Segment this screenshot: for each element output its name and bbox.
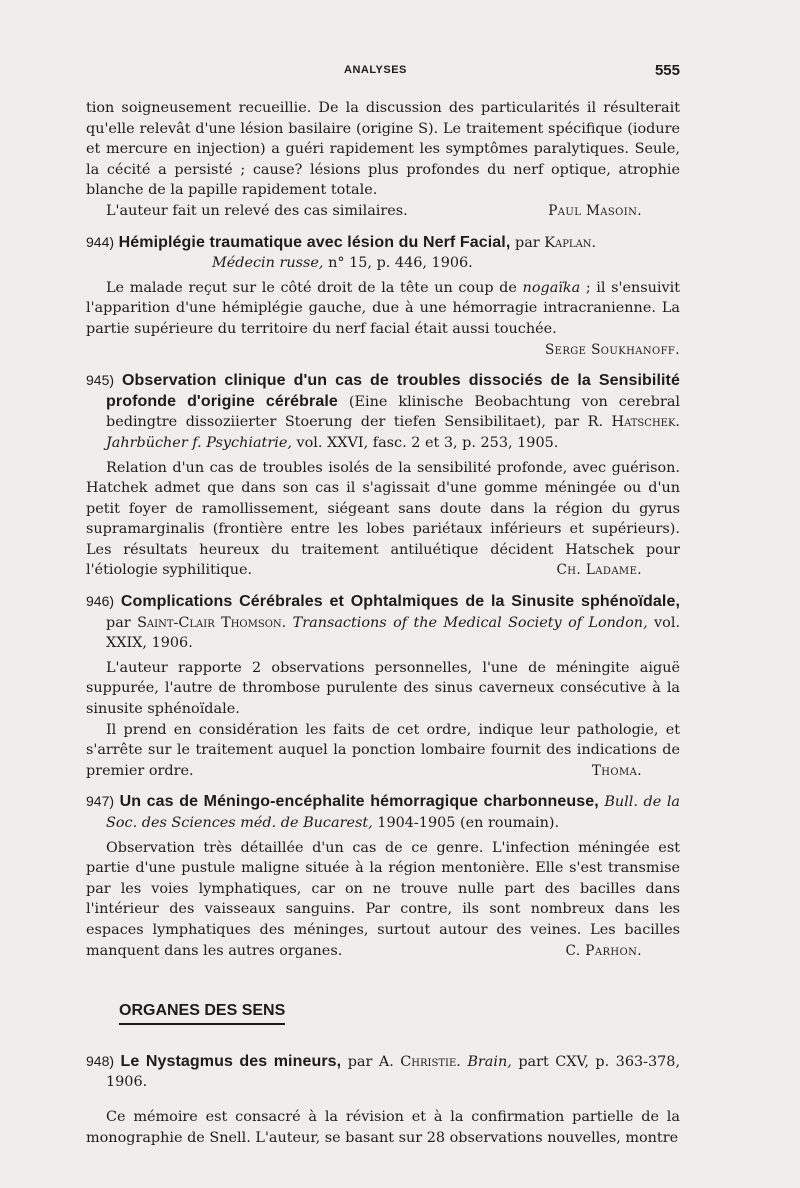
- entry-source: Transactions of the Medical Society of London,: [292, 614, 648, 631]
- entry-author: Kaplan.: [544, 234, 597, 251]
- entry-translation: (Eine klinische Beobachtung von cerebral bedingtre dissoziierter Stoerung der tiefen Sensibilitaet), par: [106, 393, 681, 431]
- page-number: 555: [654, 62, 680, 79]
- entry-946-heading: [86, 591, 680, 654]
- page-content: [86, 98, 680, 1148]
- signature-ladame: Ch. Ladame.: [556, 562, 642, 579]
- signature-soukhanoff: Serge Soukhanoff.: [544, 341, 680, 358]
- entry-ref: 1904-1905 (en roumain).: [377, 815, 560, 831]
- entry-author: A. Christie.: [378, 1053, 461, 1070]
- entry-944: [86, 232, 680, 361]
- signature-thoma: Thoma.: [591, 762, 642, 779]
- entry-948-body: Ce mémoire est consacré à la révision et à la confirmation partielle de la monographie de Snell. L'auteur, se basant sur 28 observations nouvelles, montre: [86, 1108, 680, 1146]
- entry-946-body-b: Il prend en considération les faits de cet ordre, indique leur pathologie, et s'arrête sur le traitement auquel la ponction lombaire fournit des indications de premier ordre.: [86, 721, 680, 779]
- entry-ref: vol. XXIX, 1906.: [106, 614, 681, 652]
- entry-947-body: Observation très détaillée d'un cas de ce genre. L'infection méningée est partie d'une pustule maligne située à la région mentonière. Elle s'est transmise par les voies lymphatiques, car on ne trouve nulle part des bacilles dans l'intérieur des vaisseaux sanguins. Par contre, ils sont nombreux dans les espaces lymphatiques des méninges, surtout autour des veines. Les bacilles manquent dans les autres organes.: [86, 839, 680, 959]
- entry-author: R. Hatschek.: [587, 414, 681, 431]
- signature-masoin: Paul Masoin.: [548, 202, 642, 219]
- section-title: ORGANES DES SENS: [119, 1001, 285, 1025]
- entry-author: Saint-Clair Thomson.: [137, 614, 287, 631]
- entry-by: par: [347, 1053, 373, 1070]
- entry-title: Observation clinique d'un cas de troubles dissociés de la Sensibilité profonde d'origine cérébrale: [106, 372, 680, 410]
- entry-ref: part CXV, p. 363-378, 1906.: [106, 1053, 681, 1091]
- entry-944-signature-line: [86, 340, 680, 361]
- entry-ref: n° 15, p. 446, 1906.: [328, 255, 473, 272]
- entry-source: Jahrbücher f. Psychiatrie,: [106, 434, 292, 451]
- body-text: Le malade reçut sur le côté droit de la tête un coup de: [106, 279, 517, 296]
- intro-closing: L'auteur fait un relevé des cas similaires.: [106, 202, 408, 219]
- entry-number: 947): [86, 793, 115, 810]
- entry-source: Bull. de la Soc. des Sciences méd. de Bucarest,: [106, 794, 681, 831]
- intro-paragraph: tion soigneusement recueillie. De la discussion des particularités il résulterait qu'elle relevât d'une lésion basilaire (origine S). Le traitement spécifique (iodure et mercure en injection) a guéri rapidement les symptômes paralytiques. Seule, la cécité a persisté ; cause? lésions plus profondes du nerf optique, atrophie blanche de la papille rapidement totale.: [86, 100, 680, 199]
- body-text: ; il s'ensuivit l'apparition d'une hémiplégie gauche, due à une hémorragie intracranienne. La partie supérieure du territoire du nerf facial était aussi touchée.: [86, 279, 680, 337]
- entry-title: Hémiplégie traumatique avec lésion du Nerf Facial,: [118, 233, 511, 251]
- entry-number: 948): [86, 1052, 115, 1069]
- entry-944-heading: [86, 232, 680, 274]
- entry-948-heading: [86, 1051, 680, 1093]
- entry-945-body: Relation d'un cas de troubles isolés de la sensibilité profonde, avec guérison. Hatchek admet que dans son cas il s'agissait d'une gomme méningée ou d'un petit foyer de ramollissement, siégeant sans doute dans la région du gyrus supramarginalis (frontière entre les lobes pariétaux inférieurs et supérieurs). Les résultats heureux du traitement antiluétique décident Hatschek pour l'étiologie syphilitique.: [86, 459, 680, 579]
- entry-948: [86, 1051, 680, 1148]
- entry-945-heading: [86, 370, 680, 453]
- entry-by: par: [106, 614, 131, 631]
- entry-945: [86, 370, 680, 581]
- entry-947: [86, 791, 680, 961]
- signature-parhon: C. Parhon.: [565, 942, 642, 959]
- intro-signature-line: [86, 201, 680, 222]
- page-header: [86, 62, 680, 86]
- entry-946: [86, 591, 680, 781]
- running-title: ANALYSES: [344, 64, 407, 76]
- entry-by: par: [514, 234, 540, 251]
- entry-title: Complications Cérébrales et Ophtalmiques de la Sinusite sphénoïdale,: [120, 593, 681, 611]
- body-italic-word: nogaïka: [522, 279, 581, 296]
- entry-source: Brain,: [467, 1053, 512, 1070]
- entry-ref: vol. XXVI, fasc. 2 et 3, p. 253, 1905.: [296, 434, 559, 451]
- entry-944-body: [86, 278, 680, 340]
- entry-number: 946): [86, 593, 115, 610]
- entry-number: 944): [86, 233, 115, 250]
- entry-947-heading: [86, 791, 680, 833]
- entry-title: Un cas de Méningo-encéphalite hémorragique charbonneuse,: [119, 793, 599, 811]
- entry-number: 945): [86, 372, 115, 389]
- entry-source: Médecin russe,: [212, 255, 324, 272]
- entry-946-body-a: L'auteur rapporte 2 observations personnelles, l'une de méningite aiguë suppurée, l'autre de thrombose purulente des sinus caverneux consécutive à la sinusite sphénoïdale.: [86, 659, 680, 718]
- entry-title: Le Nystagmus des mineurs,: [120, 1052, 342, 1070]
